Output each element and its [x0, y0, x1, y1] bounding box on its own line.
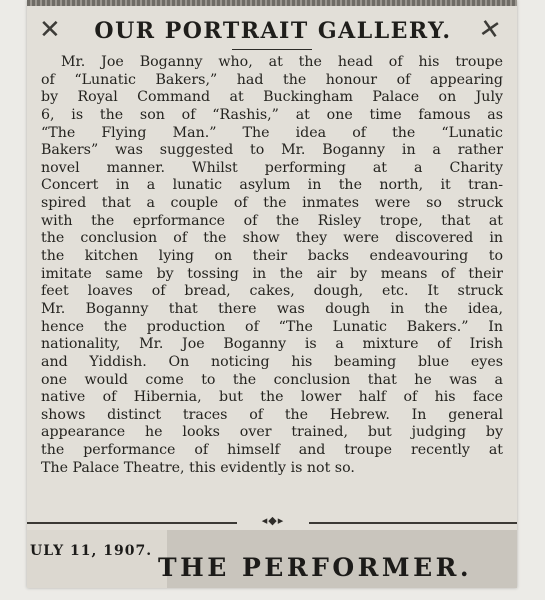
article-line: Mr. Joe Boganny who, at the head of his troupe [61, 54, 503, 70]
article-line: 6, is the son of “Rashis,” at one time famous as [41, 106, 503, 123]
footer-divider [27, 514, 517, 527]
article-line: appearance he looks over trained, but judging by [41, 424, 503, 441]
article-line: the conclusion of the show they were discovered in [41, 230, 503, 247]
article-line: feet loaves of bread, cakes, dough, etc. It struck [41, 283, 503, 300]
article-line: the kitchen lying on their backs endeavouring to [41, 248, 503, 265]
article-line: shows distinct traces of the Hebrew. In general [41, 406, 503, 423]
publication-date: ULY 11, 1907. [30, 543, 153, 559]
article-line: novel manner. Whilst performing at a Charity [41, 159, 503, 176]
article-line: “The Flying Man.” The idea of the “Lunatic [41, 124, 503, 141]
article-line: The Palace Theatre, this evidently is not so. [41, 459, 355, 476]
article-title: OUR PORTRAIT GALLERY. [94, 18, 452, 44]
title-underline [232, 49, 312, 50]
ornament-icon: ◂◆▸ [261, 514, 285, 527]
article-line: nationality, Mr. Joe Boganny is a mixture of Irish [41, 336, 503, 353]
newspaper-clipping [27, 0, 517, 588]
article-line: by Royal Command at Buckingham Palace on July [41, 89, 503, 106]
article-line: native of Hibernia, but the lower half of his face [41, 389, 503, 406]
divider-line [27, 522, 237, 524]
publication-name: THE PERFORMER. [158, 553, 473, 582]
article-line: Bakers” was suggested to Mr. Boganny in a rather [41, 142, 503, 159]
torn-top-edge [27, 0, 517, 6]
divider-line [309, 522, 517, 524]
article-body [41, 54, 503, 477]
publication-footer [27, 530, 517, 588]
article-line: with the eprformance of the Risley trope, that at [41, 212, 503, 229]
article-line: and Yiddish. On noticing his beaming blue eyes [41, 353, 503, 370]
article-line: spired that a couple of the inmates were so struck [41, 195, 503, 212]
date-box [27, 530, 167, 588]
article-line: the performance of himself and troupe recently at [41, 442, 503, 459]
article-line: of “Lunatic Bakers,” had the honour of appearing [41, 71, 503, 88]
article-line: Mr. Boganny that there was dough in the idea, [41, 300, 503, 317]
article-line: imitate same by tossing in the air by means of their [41, 265, 503, 282]
x-mark-icon: ✕ [39, 15, 61, 45]
article-line: one would come to the conclusion that he was a [41, 371, 503, 388]
x-mark-icon: ✕ [476, 13, 504, 47]
article-line: Concert in a lunatic asylum in the north, it tran- [41, 177, 503, 194]
article-header [27, 14, 517, 46]
article-line: hence the production of “The Lunatic Bakers.” In [41, 318, 503, 335]
